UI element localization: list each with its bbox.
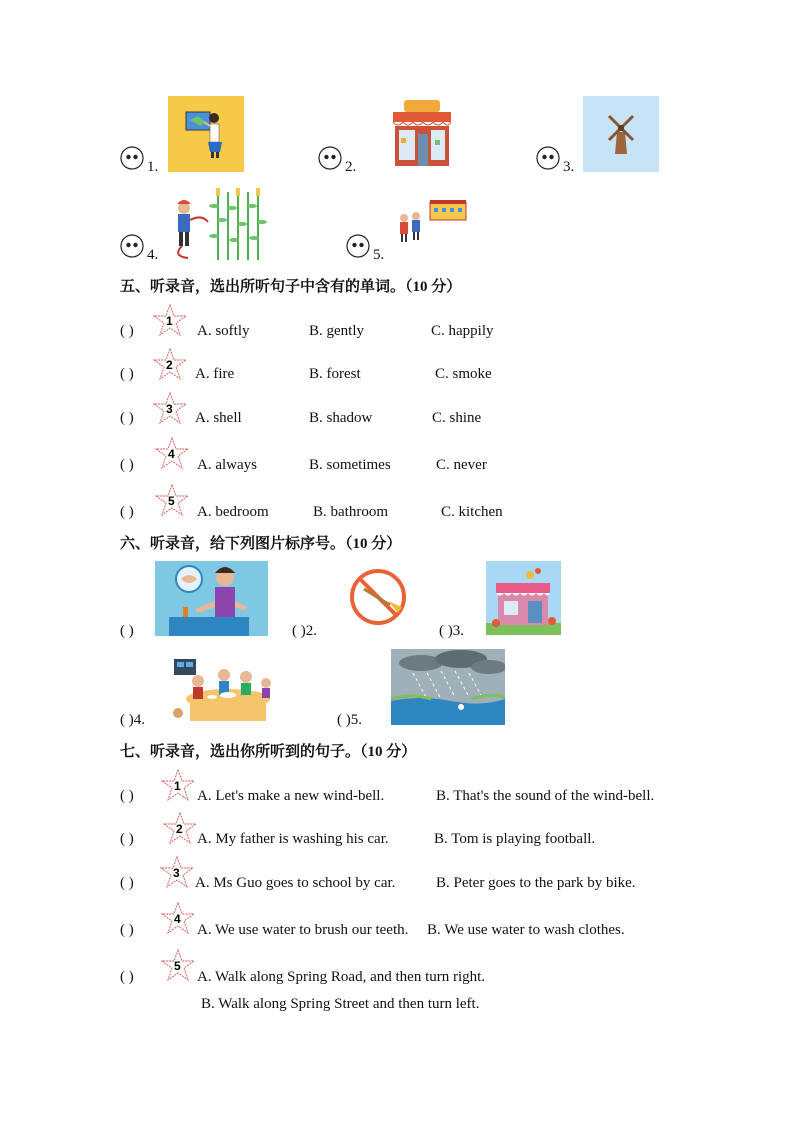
- svg-text:4: 4: [174, 912, 181, 926]
- star-number-icon: [161, 769, 195, 803]
- svg-text:1: 1: [166, 314, 173, 328]
- boy-washing-hands-picture: [155, 561, 268, 636]
- star-number-icon: [153, 304, 187, 338]
- option-a: A. My father is washing his car.: [197, 831, 389, 847]
- answer-blank[interactable]: ( )5.: [337, 712, 362, 728]
- option-a: A. Let's make a new wind-bell.: [197, 788, 385, 804]
- star-number-icon: [153, 392, 187, 426]
- svg-text:2: 2: [176, 822, 183, 836]
- option-c: C. shine: [432, 410, 482, 426]
- option-c: C. happily: [431, 323, 494, 339]
- option-b: B. We use water to wash clothes.: [427, 922, 625, 938]
- answer-blank[interactable]: ( )2.: [292, 623, 317, 639]
- option-b: B. gently: [309, 323, 364, 339]
- children-walking-to-school-picture: [394, 198, 470, 248]
- svg-text:4: 4: [168, 447, 175, 461]
- option-a: A. fire: [195, 366, 235, 382]
- svg-text:1: 1: [174, 779, 181, 793]
- option-a: A. shell: [195, 410, 242, 426]
- smiley-face-icon: [318, 146, 342, 170]
- picture-number: 4.: [147, 247, 159, 263]
- star-number-icon: [161, 902, 195, 936]
- star-number-icon: [155, 437, 189, 471]
- option-b: B. Peter goes to the park by bike.: [436, 875, 636, 891]
- picture-number: 1.: [147, 159, 159, 175]
- option-c: C. never: [436, 457, 487, 473]
- picture-number: 3.: [563, 159, 575, 175]
- svg-text:2: 2: [166, 358, 173, 372]
- option-b: B. That's the sound of the wind-bell.: [436, 788, 655, 804]
- answer-blank[interactable]: ( ): [120, 623, 134, 639]
- option-b: B. bathroom: [313, 504, 388, 520]
- answer-blank[interactable]: ( )3.: [439, 623, 464, 639]
- rain-over-lake-picture: [391, 649, 505, 725]
- toy-shop-picture: [390, 98, 454, 168]
- answer-blank[interactable]: ( ): [120, 410, 134, 426]
- picture-number: 5.: [373, 247, 385, 263]
- picture-number: 2.: [345, 159, 357, 175]
- answer-blank[interactable]: ( ): [120, 969, 134, 985]
- star-number-icon: [163, 812, 197, 846]
- option-c: C. kitchen: [441, 504, 503, 520]
- smiley-face-icon: [346, 234, 370, 258]
- star-number-icon: [161, 949, 195, 983]
- svg-text:5: 5: [174, 959, 181, 973]
- star-number-icon: [155, 484, 189, 518]
- option-c: C. smoke: [435, 366, 492, 382]
- answer-blank[interactable]: ( ): [120, 788, 134, 804]
- option-a: A. softly: [197, 323, 250, 339]
- answer-blank[interactable]: ( ): [120, 457, 134, 473]
- answer-blank[interactable]: ( ): [120, 831, 134, 847]
- option-b: B. shadow: [309, 410, 373, 426]
- answer-blank[interactable]: ( ): [120, 323, 134, 339]
- svg-text:5: 5: [168, 494, 175, 508]
- section-six-title: 六、听录音，给下列图片标序号。（10 分）: [120, 536, 402, 552]
- shop-front-picture: [486, 561, 561, 635]
- svg-text:3: 3: [173, 866, 180, 880]
- star-number-icon: [160, 856, 194, 890]
- option-b: B. Tom is playing football.: [434, 831, 596, 847]
- girl-pointing-at-map-picture: [168, 96, 244, 172]
- no-brushes-sign-picture: [348, 567, 408, 627]
- family-dinner-picture: [168, 655, 276, 725]
- option-a: A. always: [197, 457, 257, 473]
- option-a: A. Ms Guo goes to school by car.: [195, 875, 396, 891]
- smiley-face-icon: [536, 146, 560, 170]
- smiley-face-icon: [120, 146, 144, 170]
- windmill-picture: [583, 96, 659, 172]
- option-a: A. We use water to brush our teeth.: [197, 922, 409, 938]
- answer-blank[interactable]: ( ): [120, 875, 134, 891]
- answer-blank[interactable]: ( )4.: [120, 712, 145, 728]
- star-number-icon: [153, 348, 187, 382]
- answer-blank[interactable]: ( ): [120, 922, 134, 938]
- section-five-title: 五、听录音，选出所听句子中含有的单词。（10 分）: [120, 279, 462, 295]
- option-a: A. Walk along Spring Road, and then turn right.: [197, 969, 486, 985]
- section-seven-title: 七、听录音，选出你所听到的句子。（10 分）: [120, 744, 417, 760]
- boy-watering-corn-picture: [168, 186, 270, 262]
- answer-blank[interactable]: ( ): [120, 366, 134, 382]
- option-b: B. forest: [309, 366, 361, 382]
- smiley-face-icon: [120, 234, 144, 258]
- svg-text:3: 3: [166, 402, 173, 416]
- option-a: A. bedroom: [197, 504, 269, 520]
- option-b: B. sometimes: [309, 457, 391, 473]
- answer-blank[interactable]: ( ): [120, 504, 134, 520]
- option-b: B. Walk along Spring Street and then turn left.: [201, 996, 480, 1012]
